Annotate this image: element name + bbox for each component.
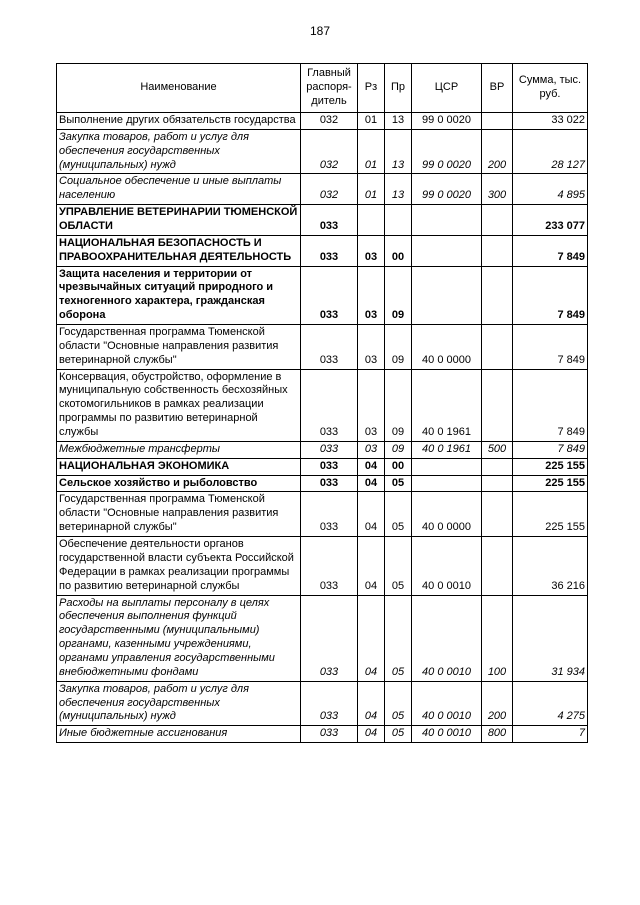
cell-name: Иные бюджетные ассигнования — [57, 726, 301, 743]
cell-csr: 40 0 0000 — [412, 325, 482, 370]
table-header-row — [57, 64, 588, 113]
cell-csr — [412, 475, 482, 492]
cell-name: Межбюджетные трансферты — [57, 441, 301, 458]
cell-sum: 4 275 — [513, 681, 588, 726]
cell-csr — [412, 266, 482, 324]
cell-vr: 200 — [482, 129, 513, 174]
cell-admin: 033 — [301, 595, 358, 681]
cell-csr — [412, 205, 482, 236]
cell-vr — [482, 266, 513, 324]
cell-vr — [482, 113, 513, 130]
cell-rz: 04 — [358, 492, 385, 537]
cell-admin: 033 — [301, 681, 358, 726]
table-row — [57, 113, 588, 130]
cell-name: Обеспечение деятельности органов государственной власти субъекта Российской Федерации в рамках реализации программы по развитию ветеринарной службы — [57, 537, 301, 595]
cell-name: УПРАВЛЕНИЕ ВЕТЕРИНАРИИ ТЮМЕНСКОЙ ОБЛАСТИ — [57, 205, 301, 236]
table-row — [57, 475, 588, 492]
cell-pr: 00 — [385, 458, 412, 475]
cell-admin: 033 — [301, 441, 358, 458]
cell-vr: 300 — [482, 174, 513, 205]
cell-csr: 40 0 0000 — [412, 492, 482, 537]
cell-pr: 09 — [385, 441, 412, 458]
cell-sum: 7 849 — [513, 369, 588, 441]
cell-admin: 033 — [301, 537, 358, 595]
cell-pr: 00 — [385, 235, 412, 266]
cell-csr: 99 0 0020 — [412, 129, 482, 174]
cell-pr: 13 — [385, 129, 412, 174]
cell-admin: 033 — [301, 458, 358, 475]
table-row — [57, 369, 588, 441]
cell-csr: 40 0 1961 — [412, 441, 482, 458]
cell-admin: 032 — [301, 113, 358, 130]
cell-name: Защита населения и территории от чрезвычайных ситуаций природного и техногенного характера, гражданская оборона — [57, 266, 301, 324]
table-row — [57, 492, 588, 537]
cell-admin: 033 — [301, 726, 358, 743]
cell-vr — [482, 458, 513, 475]
cell-rz: 03 — [358, 369, 385, 441]
cell-admin: 033 — [301, 369, 358, 441]
cell-name: Закупка товаров, работ и услуг для обеспечения государственных (муниципальных) нужд — [57, 681, 301, 726]
table-body — [57, 113, 588, 743]
cell-pr: 05 — [385, 537, 412, 595]
cell-admin: 033 — [301, 325, 358, 370]
cell-sum: 31 934 — [513, 595, 588, 681]
cell-csr: 99 0 0020 — [412, 174, 482, 205]
cell-rz: 03 — [358, 441, 385, 458]
cell-vr — [482, 325, 513, 370]
cell-sum: 7 849 — [513, 441, 588, 458]
budget-table — [56, 63, 588, 743]
cell-pr: 13 — [385, 113, 412, 130]
cell-csr: 40 0 0010 — [412, 726, 482, 743]
cell-csr: 40 0 0010 — [412, 681, 482, 726]
cell-admin: 033 — [301, 235, 358, 266]
cell-admin: 032 — [301, 129, 358, 174]
header-rz: Рз — [358, 64, 385, 113]
cell-csr: 40 0 0010 — [412, 595, 482, 681]
cell-name: Консервация, обустройство, оформление в муниципальную собственность бесхозяйных скотомогильников в рамках реализации программы по развитию ветеринарной службы — [57, 369, 301, 441]
cell-admin: 033 — [301, 266, 358, 324]
table-row — [57, 174, 588, 205]
cell-sum: 33 022 — [513, 113, 588, 130]
cell-admin: 033 — [301, 475, 358, 492]
cell-vr: 800 — [482, 726, 513, 743]
table-row — [57, 726, 588, 743]
cell-vr — [482, 537, 513, 595]
cell-admin: 033 — [301, 205, 358, 236]
header-name: Наименование — [57, 64, 301, 113]
cell-vr — [482, 369, 513, 441]
cell-sum: 36 216 — [513, 537, 588, 595]
table-row — [57, 681, 588, 726]
cell-rz: 01 — [358, 174, 385, 205]
cell-csr — [412, 458, 482, 475]
cell-rz: 04 — [358, 458, 385, 475]
cell-pr: 09 — [385, 369, 412, 441]
cell-rz: 04 — [358, 595, 385, 681]
cell-sum: 225 155 — [513, 475, 588, 492]
cell-name: Сельское хозяйство и рыболовство — [57, 475, 301, 492]
cell-rz: 04 — [358, 681, 385, 726]
cell-sum: 233 077 — [513, 205, 588, 236]
table-row — [57, 325, 588, 370]
table-row — [57, 441, 588, 458]
cell-name: Закупка товаров, работ и услуг для обеспечения государственных (муниципальных) нужд — [57, 129, 301, 174]
cell-name: Выполнение других обязательств государства — [57, 113, 301, 130]
cell-vr — [482, 205, 513, 236]
cell-name: НАЦИОНАЛЬНАЯ ЭКОНОМИКА — [57, 458, 301, 475]
cell-pr — [385, 205, 412, 236]
cell-csr — [412, 235, 482, 266]
cell-pr: 09 — [385, 266, 412, 324]
cell-sum: 28 127 — [513, 129, 588, 174]
cell-pr: 05 — [385, 681, 412, 726]
cell-sum: 7 849 — [513, 266, 588, 324]
table-row — [57, 129, 588, 174]
cell-name: Государственная программа Тюменской области "Основные направления развития ветеринарной службы" — [57, 492, 301, 537]
cell-rz: 04 — [358, 537, 385, 595]
table-row — [57, 595, 588, 681]
cell-name: НАЦИОНАЛЬНАЯ БЕЗОПАСНОСТЬ И ПРАВООХРАНИТЕЛЬНАЯ ДЕЯТЕЛЬНОСТЬ — [57, 235, 301, 266]
cell-rz: 01 — [358, 129, 385, 174]
cell-csr: 99 0 0020 — [412, 113, 482, 130]
cell-admin: 032 — [301, 174, 358, 205]
cell-name: Расходы на выплаты персоналу в целях обеспечения выполнения функций государственными (муниципальными) органами, казенными учреждениями, органами управления государственными внебюджетными фондами — [57, 595, 301, 681]
cell-rz: 04 — [358, 726, 385, 743]
cell-vr: 200 — [482, 681, 513, 726]
table-row — [57, 537, 588, 595]
cell-sum: 225 155 — [513, 492, 588, 537]
header-sum: Сумма, тыс. руб. — [513, 64, 588, 113]
cell-vr — [482, 492, 513, 537]
cell-pr: 05 — [385, 475, 412, 492]
cell-sum: 4 895 — [513, 174, 588, 205]
cell-pr: 09 — [385, 325, 412, 370]
header-csr: ЦСР — [412, 64, 482, 113]
cell-vr: 100 — [482, 595, 513, 681]
cell-pr: 05 — [385, 726, 412, 743]
cell-rz: 04 — [358, 475, 385, 492]
cell-csr: 40 0 0010 — [412, 537, 482, 595]
cell-rz: 03 — [358, 325, 385, 370]
table-row — [57, 205, 588, 236]
cell-name: Государственная программа Тюменской области "Основные направления развития ветеринарной службы" — [57, 325, 301, 370]
table-row — [57, 235, 588, 266]
page-number: 187 — [309, 24, 331, 38]
cell-vr — [482, 475, 513, 492]
table-row — [57, 266, 588, 324]
cell-pr: 05 — [385, 492, 412, 537]
cell-vr — [482, 235, 513, 266]
header-pr: Пр — [385, 64, 412, 113]
header-vr: ВР — [482, 64, 513, 113]
cell-rz — [358, 205, 385, 236]
header-admin: Главный распоря-дитель — [301, 64, 358, 113]
cell-rz: 03 — [358, 266, 385, 324]
cell-name: Социальное обеспечение и иные выплаты населению — [57, 174, 301, 205]
table-row — [57, 458, 588, 475]
cell-pr: 05 — [385, 595, 412, 681]
cell-rz: 03 — [358, 235, 385, 266]
cell-csr: 40 0 1961 — [412, 369, 482, 441]
cell-sum: 7 — [513, 726, 588, 743]
cell-rz: 01 — [358, 113, 385, 130]
cell-sum: 7 849 — [513, 235, 588, 266]
cell-sum: 7 849 — [513, 325, 588, 370]
cell-admin: 033 — [301, 492, 358, 537]
cell-sum: 225 155 — [513, 458, 588, 475]
cell-pr: 13 — [385, 174, 412, 205]
cell-vr: 500 — [482, 441, 513, 458]
